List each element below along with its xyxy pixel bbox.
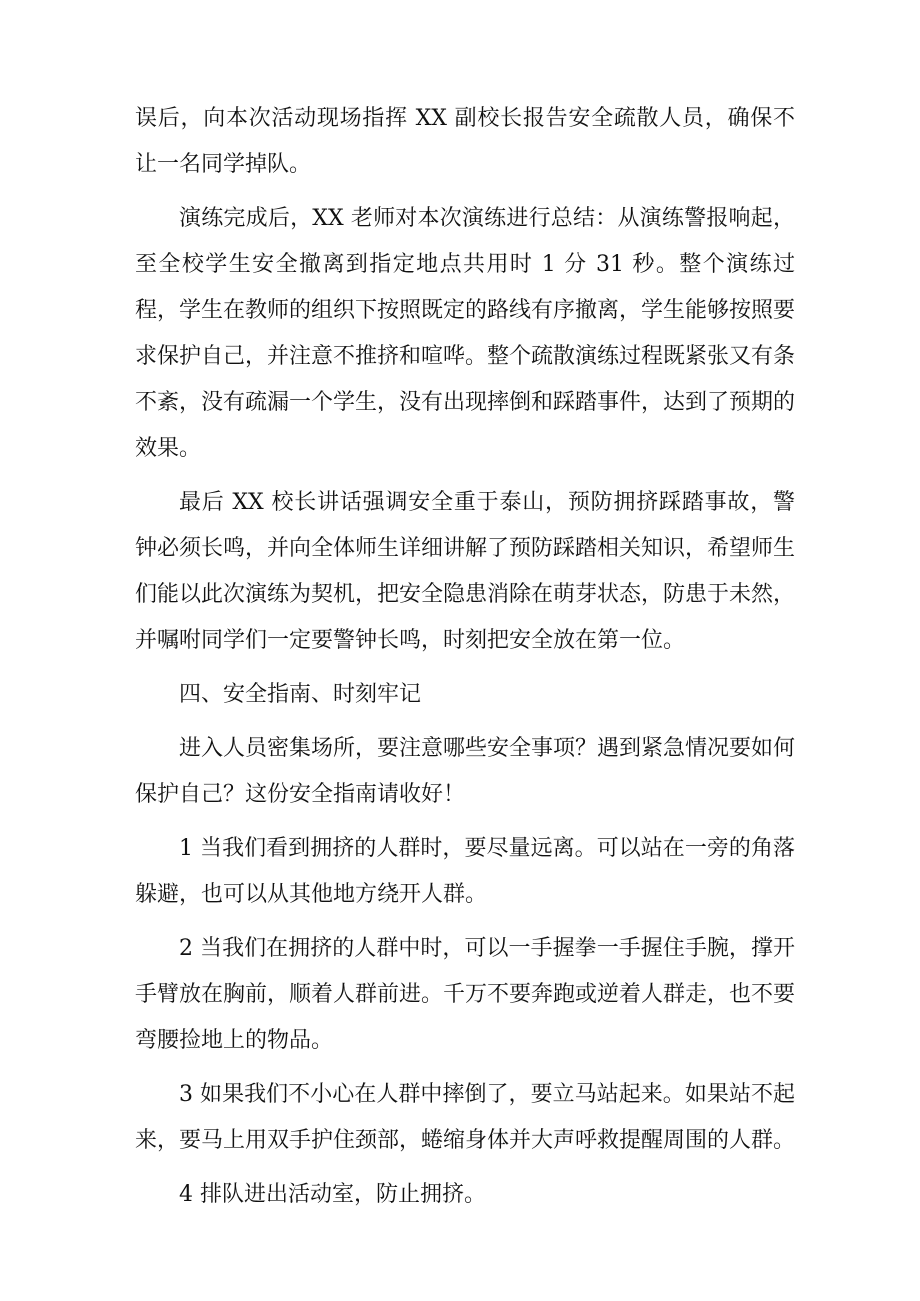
document-body <box>135 96 795 1226</box>
guide-item-3: 3 如果我们不小心在人群中摔倒了，要立马站起来。如果站不起来，要马上用双手护住颈部，蜷缩身体并大声呼救提醒周围的人群。 <box>135 1082 796 1153</box>
paragraph-principal-speech: 最后 XX 校长讲话强调安全重于泰山，预防拥挤踩踏事故，警钟必须长鸣，并向全体师生详细讲解了预防踩踏相关知识，希望师生们能以此次演练为契机，把安全隐患消除在萌芽状态，防患于未然，并嘱咐同学们一定要警钟长鸣，时刻把安全放在第一位。 <box>135 490 796 653</box>
guide-item-4: 4 排队进出活动室，防止拥挤。 <box>179 1182 486 1207</box>
section-heading: 四、安全指南、时刻牢记 <box>179 682 422 707</box>
paragraph-drill-summary: 演练完成后，XX 老师对本次演练进行总结：从演练警报响起，至全校学生安全撤离到指定地点共用时 1 分 31 秒。整个演练过程，学生在教师的组织下按照既定的路线有序撤离，学生能够按照要求保护自己，并注意不推挤和喧哗。整个疏散演练过程既紧张又有条不紊，没有疏漏一个学生，没有出现摔倒和踩踏事件，达到了预期的效果。 <box>135 206 796 461</box>
paragraph-guide-intro: 进入人员密集场所，要注意哪些安全事项？遇到紧急情况要如何保护自己？这份安全指南请收好！ <box>135 736 796 807</box>
guide-item-2: 2 当我们在拥挤的人群中时，可以一手握拳一手握住手腕，撑开手臂放在胸前，顺着人群前进。千万不要奔跑或逆着人群走，也不要弯腰捡地上的物品。 <box>135 936 796 1053</box>
guide-item-1: 1 当我们看到拥挤的人群时，要尽量远离。可以站在一旁的角落躲避，也可以从其他地方绕开人群。 <box>135 836 795 907</box>
paragraph-continued: 误后，向本次活动现场指挥 XX 副校长报告安全疏散人员，确保不让一名同学掉队。 <box>135 106 795 177</box>
